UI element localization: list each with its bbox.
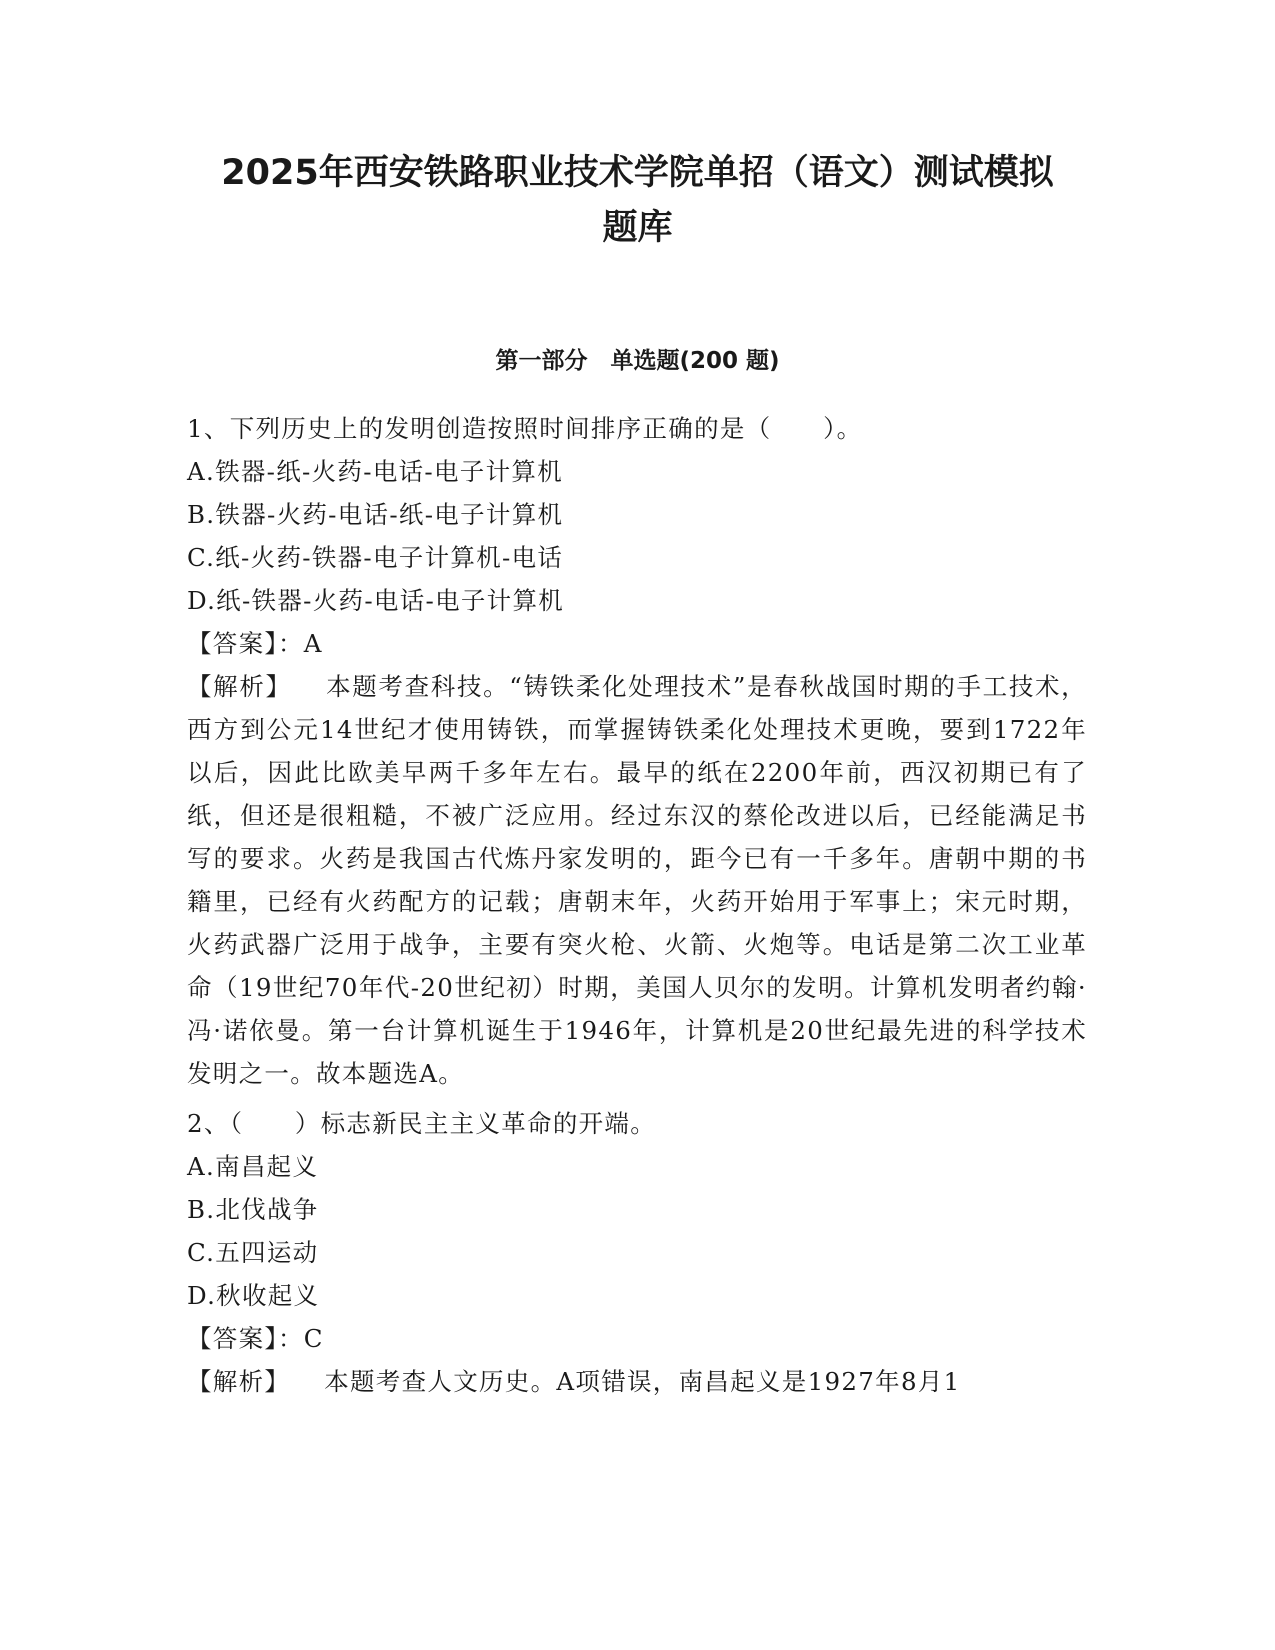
question-list [187, 407, 1087, 1403]
document-title-line-2: 题库 [602, 208, 673, 248]
question-1-option-b: B.铁器-火药-电话-纸-电子计算机 [187, 500, 564, 529]
analysis-text: 本题考查科技。“铸铁柔化处理技术”是春秋战国时期的手工技术，西方到公元14世纪才使用铸铁，而掌握铸铁柔化处理技术更晚，要到1722年以后，因此比欧美早两千多年左右。最早的纸在2200年前，西汉初期已有了纸，但还是很粗糙，不被广泛应用。经过东汉的蔡伦改进以后，已经能满足书写的要求。火药是我国古代炼丹家发明的，距今已有一千多年。唐朝中期的书籍里，已经有火药配方的记载；唐朝末年，火药开始用于军事上；宋元时期，火药武器广泛用于战争，主要有突火枪、火箭、火炮等。电话是第二次工业革命（19世纪70年代-20世纪初）时期，美国人贝尔的发明。计算机发明者约翰·冯·诺依曼。第一台计算机诞生于1946年，计算机是20世纪最先进的科学技术发明之一。故本题选A。 [187, 672, 1087, 1088]
question-2-option-c: C.五四运动 [187, 1238, 319, 1267]
document-title-line-1: 2025年西安铁路职业技术学院单招（语文）测试模拟 [221, 153, 1054, 193]
question-2-stem: 2、（ ）标志新民主主义革命的开端。 [187, 1109, 657, 1138]
question-1-option-d: D.纸-铁器-火药-电话-电子计算机 [187, 586, 565, 615]
question-1-answer [187, 622, 1087, 665]
analysis-text: 本题考查人文历史。A项错误，南昌起义是1927年8月1 [324, 1367, 961, 1396]
question-2-option-a: A.南昌起义 [187, 1152, 319, 1181]
section-heading: 第一部分 单选题(200 题) [495, 348, 780, 374]
question-1-option-a: A.铁器-纸-火药-电话-电子计算机 [187, 457, 563, 486]
question-2-analysis [187, 1360, 1087, 1403]
question-2-option-b: B.北伐战争 [187, 1195, 319, 1224]
answer-label: 【答案】： [187, 629, 304, 658]
question-1-analysis [187, 665, 1087, 1095]
question-1 [187, 407, 1087, 1095]
question-1-option-c: C.纸-火药-铁器-电子计算机-电话 [187, 543, 564, 572]
analysis-label: 【解析】 [187, 672, 292, 701]
question-2-option-d: D.秋收起义 [187, 1281, 320, 1310]
question-1-stem: 1、下列历史上的发明创造按照时间排序正确的是（ ）。 [187, 414, 863, 443]
answer-value: A [303, 629, 323, 658]
document-title [180, 146, 1095, 256]
answer-value: C [303, 1324, 324, 1353]
question-2-answer [187, 1317, 1087, 1360]
question-2 [187, 1102, 1087, 1403]
analysis-label: 【解析】 [187, 1367, 291, 1396]
answer-label: 【答案】： [187, 1324, 304, 1353]
